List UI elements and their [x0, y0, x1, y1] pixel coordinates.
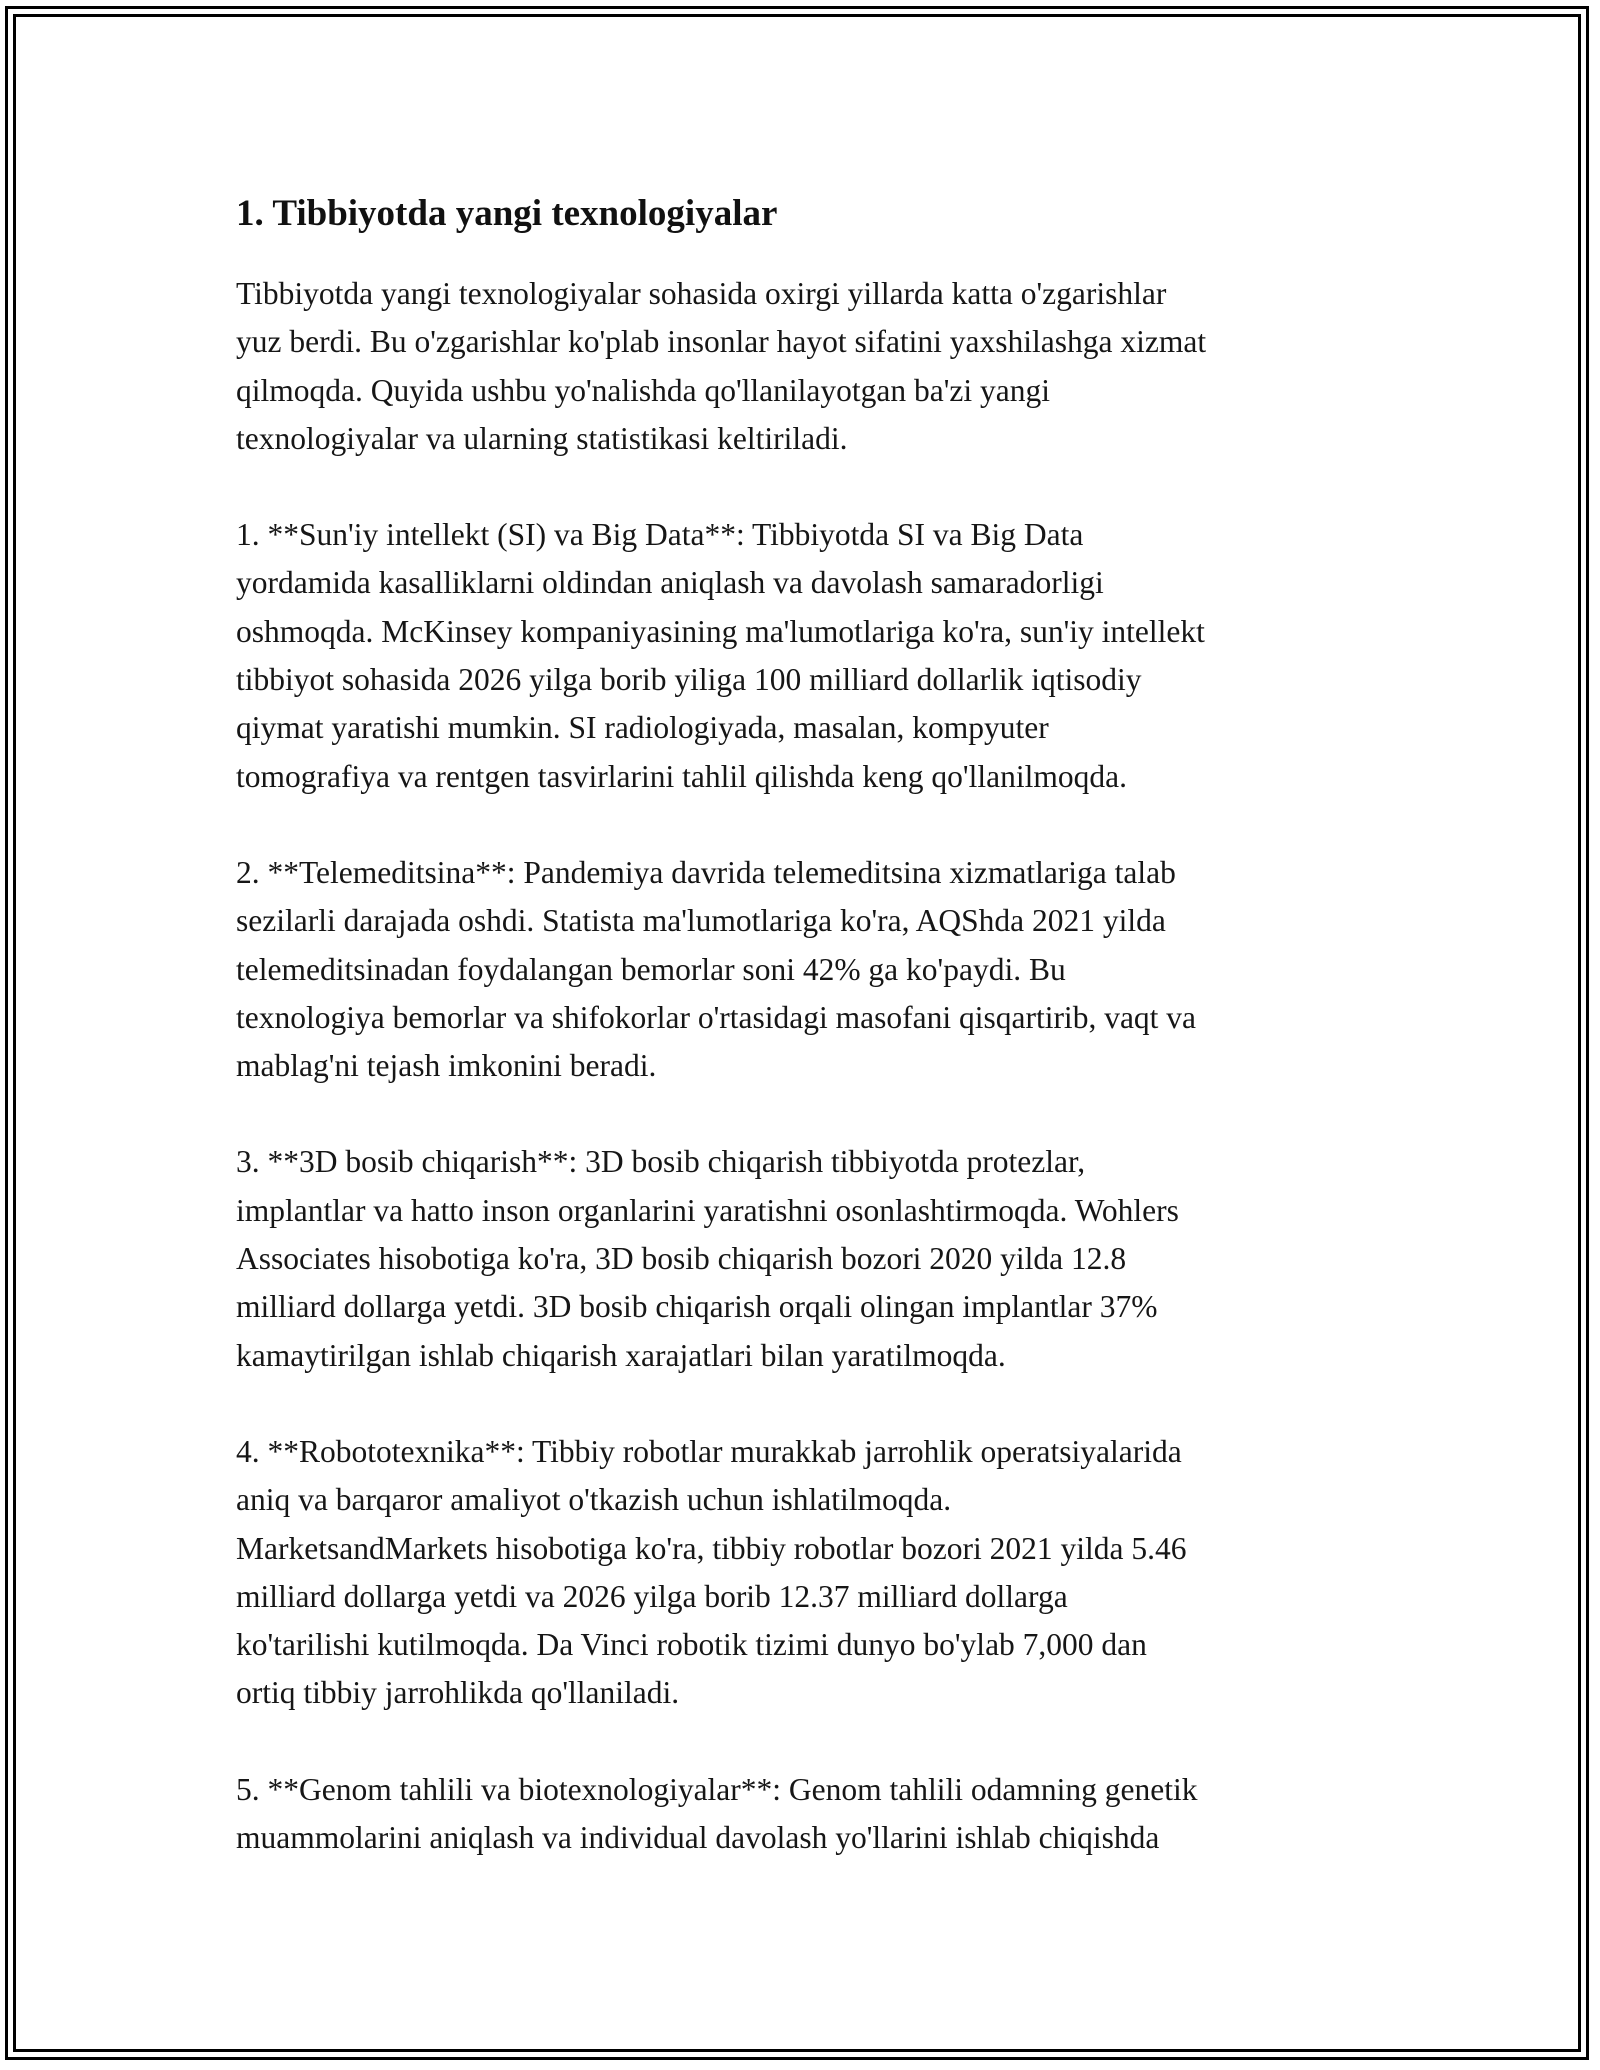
- text-line: texnologiya bemorlar va shifokorlar o'rtasidagi masofani qisqartirib, vaqt va: [236, 999, 1197, 1035]
- item-telemedicine: [236, 849, 1376, 1090]
- item-genome-analysis: [236, 1766, 1376, 1863]
- text-line: sezilarli darajada oshdi. Statista ma'lumotlariga ko'ra, AQShda 2021 yilda: [236, 903, 1166, 939]
- document-body: [236, 186, 1376, 1910]
- text-line: 4. **Robototexnika**: Tibbiy robotlar murakkab jarrohlik operatsiyalarida: [236, 1433, 1182, 1469]
- text-line: 5. **Genom tahlili va biotexnologiyalar**: Genom tahlili odamning genetik: [236, 1771, 1198, 1807]
- text-line: 1. **Sun'iy intellekt (SI) va Big Data**: Tibbiyotda SI va Big Data: [236, 517, 1084, 553]
- text-line: tibbiyot sohasida 2026 yilga borib yiliga 100 milliard dollarlik iqtisodiy: [236, 662, 1142, 698]
- text-line: Tibbiyotda yangi texnologiyalar sohasida oxirgi yillarda katta o'zgarishlar: [236, 276, 1167, 311]
- text-line: qilmoqda. Quyida ushbu yo'nalishda qo'llanilayotgan ba'zi yangi: [236, 372, 1051, 408]
- text-line: yordamida kasalliklarni oldindan aniqlash va davolash samaradorligi: [236, 565, 1104, 601]
- text-line: tomografiya va rentgen tasvirlarini tahlil qilishda keng qo'llanilmoqda.: [236, 758, 1127, 794]
- section-heading: 1. Tibbiyotda yangi texnologiyalar: [236, 193, 778, 234]
- text-line: milliard dollarga yetdi va 2026 yilga borib 12.37 milliard dollarga: [236, 1578, 1068, 1614]
- text-line: yuz berdi. Bu o'zgarishlar ko'plab insonlar hayot sifatini yaxshilashga xizmat: [236, 324, 1207, 360]
- text-line: oshmoqda. McKinsey kompaniyasining ma'lumotlariga ko'ra, sun'iy intellekt: [236, 613, 1205, 649]
- text-line: MarketsandMarkets hisobotiga ko'ra, tibbiy robotlar bozori 2021 yilda 5.46: [236, 1530, 1187, 1566]
- text-line: texnologiyalar va ularning statistikasi keltiriladi.: [236, 420, 848, 456]
- text-line: telemeditsinadan foydalangan bemorlar soni 42% ga ko'paydi. Bu: [236, 951, 1066, 987]
- text-line: muammolarini aniqlash va individual davolash yo'llarini ishlab chiqishda: [236, 1820, 1160, 1856]
- text-line: aniq va barqaror amaliyot o'tkazish uchun ishlatilmoqda.: [236, 1482, 952, 1518]
- text-line: qiymat yaratishi mumkin. SI radiologiyada, masalan, kompyuter: [236, 710, 1049, 746]
- text-line: kamaytirilgan ishlab chiqarish xarajatlari bilan yaratilmoqda.: [236, 1337, 1006, 1373]
- text-line: mablag'ni tejash imkonini beradi.: [236, 1048, 657, 1084]
- item-ai-big-data: [236, 511, 1376, 801]
- text-line: 3. **3D bosib chiqarish**: 3D bosib chiqarish tibbiyotda protezlar,: [236, 1144, 1086, 1180]
- text-line: implantlar va hatto inson organlarini yaratishni osonlashtirmoqda. Wohlers: [236, 1192, 1179, 1228]
- text-line: 2. **Telemeditsina**: Pandemiya davrida telemeditsina xizmatlariga talab: [236, 854, 1176, 890]
- item-robotics: [236, 1428, 1376, 1718]
- text-line: ko'tarilishi kutilmoqda. Da Vinci robotik tizimi dunyo bo'ylab 7,000 dan: [236, 1627, 1147, 1663]
- item-3d-printing: [236, 1138, 1376, 1379]
- text-line: milliard dollarga yetdi. 3D bosib chiqarish orqali olingan implantlar 37%: [236, 1289, 1158, 1325]
- intro-paragraph: [236, 270, 1376, 463]
- text-line: ortiq tibbiy jarrohlikda qo'llaniladi.: [236, 1675, 680, 1711]
- text-line: Associates hisobotiga ko'ra, 3D bosib chiqarish bozori 2020 yilda 12.8: [236, 1241, 1127, 1277]
